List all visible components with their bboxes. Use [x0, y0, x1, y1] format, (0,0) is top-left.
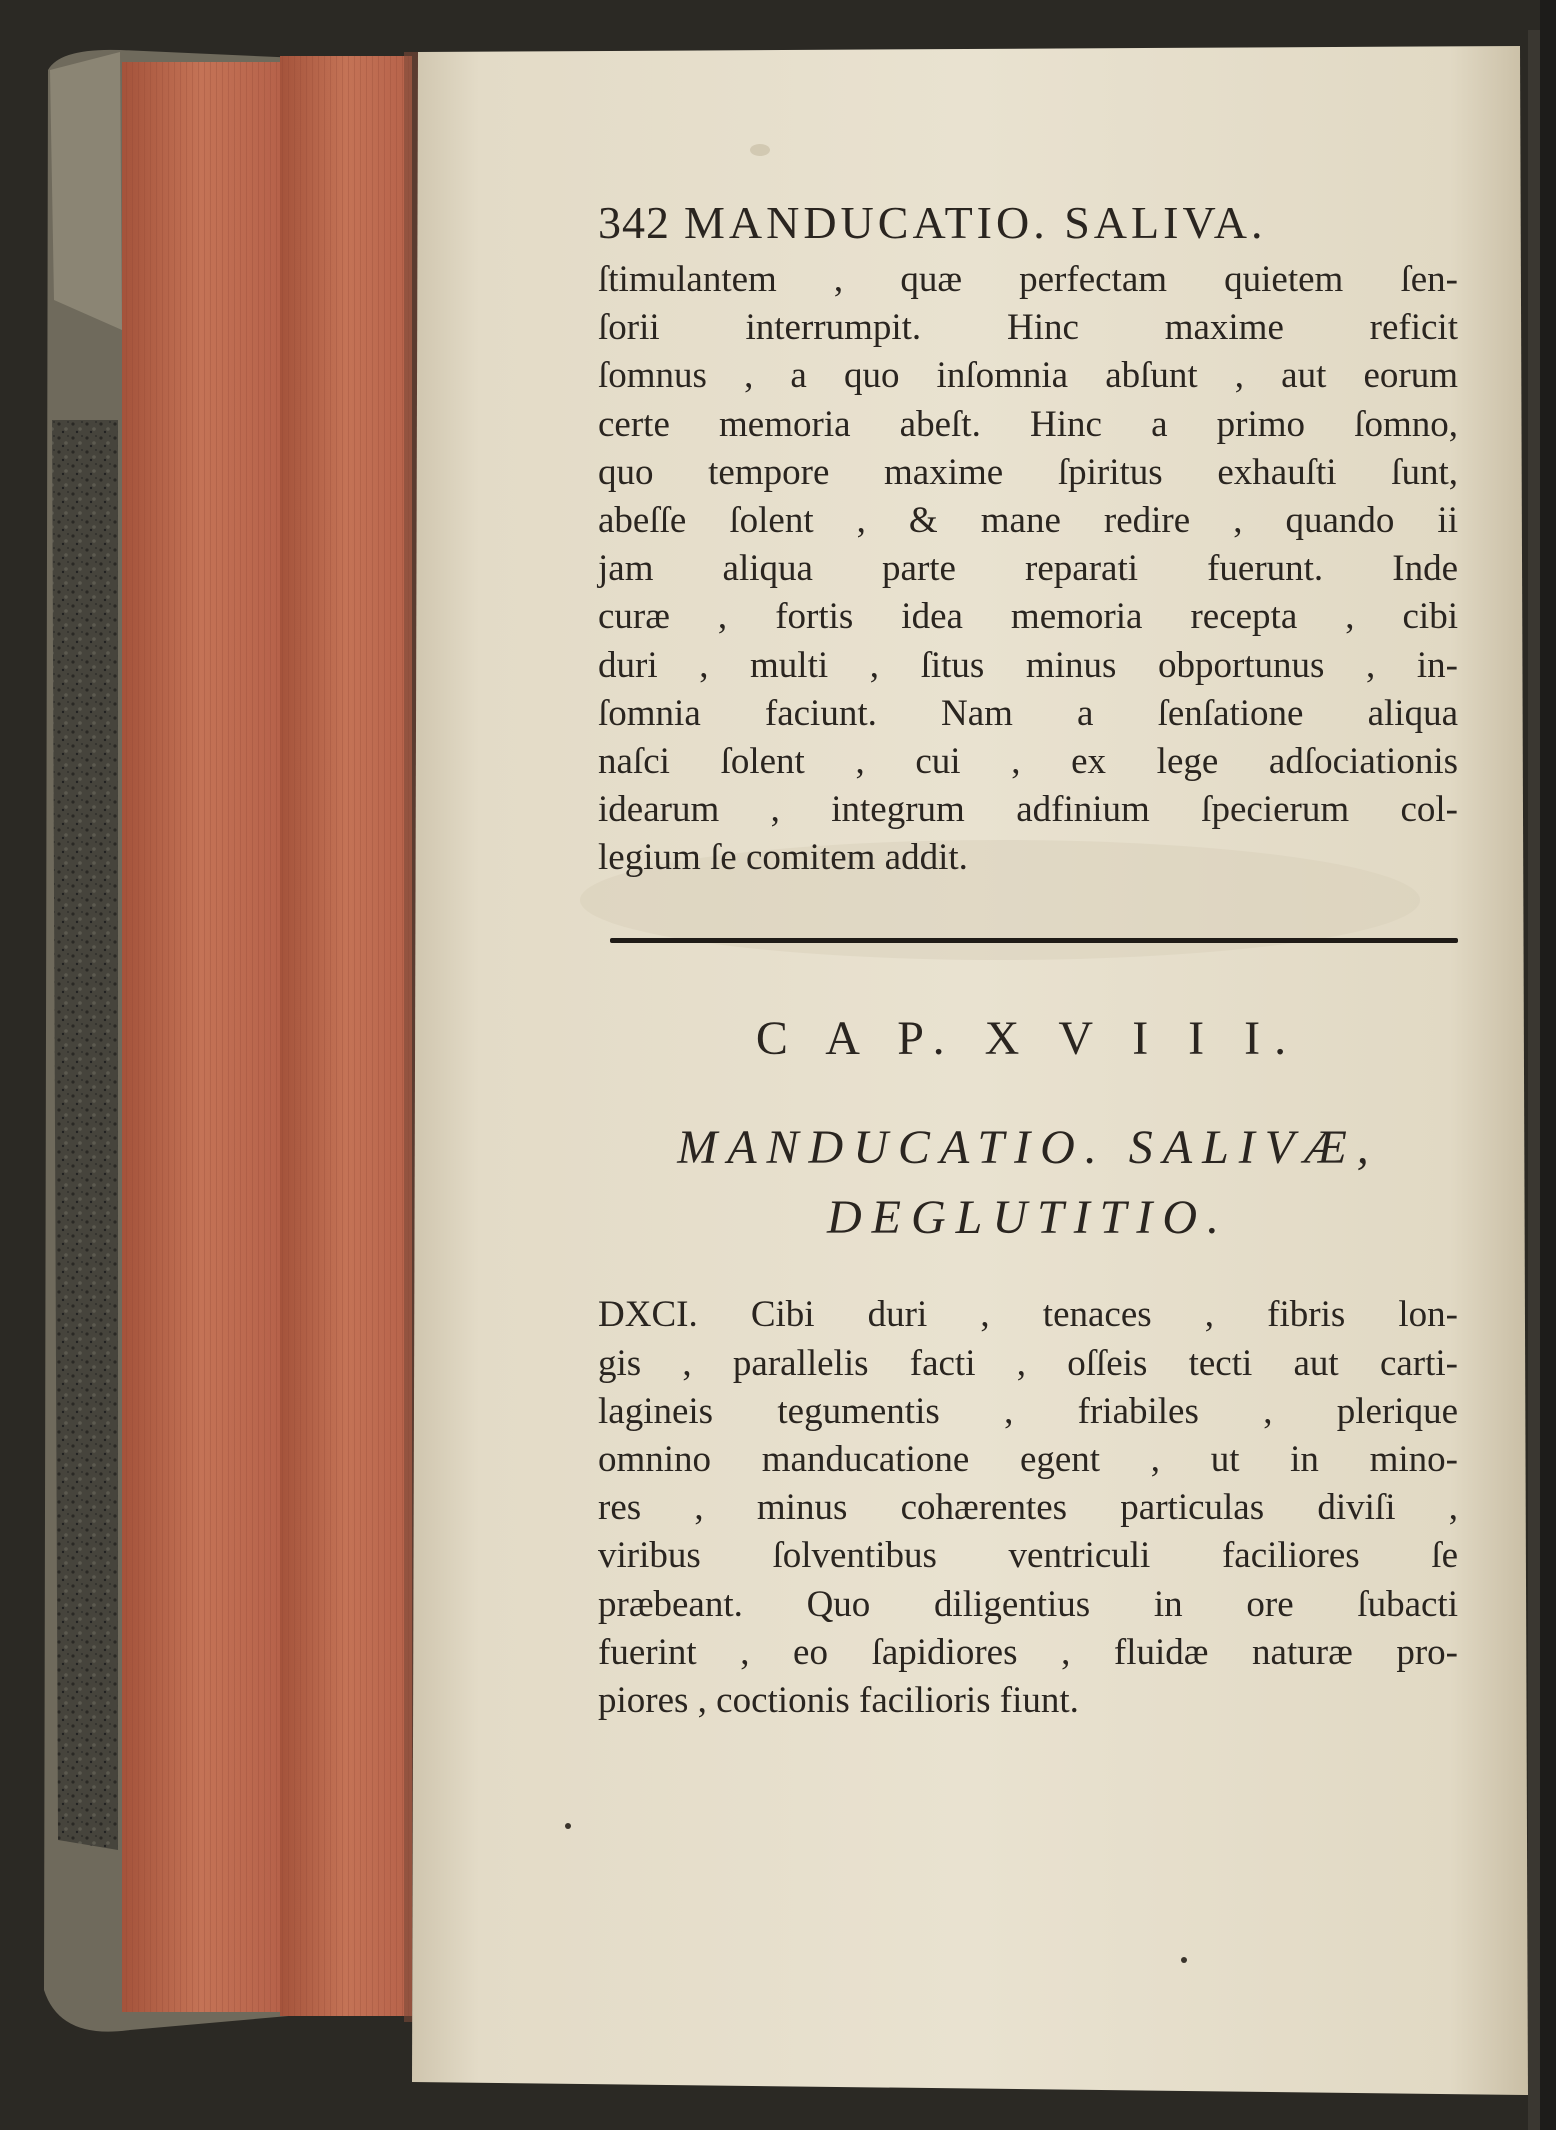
- text-line: fuerint , eo ſapidiores , fluidæ naturæ pro-: [598, 1631, 1458, 1673]
- top-text-block: [598, 256, 1458, 882]
- text-line: naſci ſolent , cui , ex lege adſociationis: [598, 740, 1458, 782]
- text-line: lagineis tegumentis , friabiles , plerique: [598, 1390, 1458, 1432]
- text-line: ſorii interrumpit. Hinc maxime reficit: [598, 307, 1458, 349]
- text-line: idearum , integrum adfinium ſpecierum col-: [598, 789, 1458, 831]
- text-line: abeſſe ſolent , & mane redire , quando ii: [598, 499, 1458, 541]
- text-line: curæ , fortis idea memoria recepta , cibi: [598, 596, 1458, 638]
- page-number: 342: [598, 197, 670, 248]
- cover-top-wear: [50, 52, 122, 330]
- running-head: [598, 192, 1458, 254]
- page-block-edge-lines-2: [280, 56, 412, 2016]
- text-line: legium ſe comitem addit.: [598, 837, 968, 879]
- text-line: jam aliqua parte reparati fuerunt. Inde: [598, 548, 1458, 590]
- text-line: duri , multi , ſitus minus obportunus , in-: [598, 644, 1458, 686]
- text-line: ſomnia faciunt. Nam a ſenſatione aliqua: [598, 692, 1458, 734]
- chapter-title-line-1: MANDUCATIO. SALIVÆ,: [677, 1121, 1379, 1175]
- cover-leather-texture: [52, 420, 118, 1850]
- foxing-spot: [750, 144, 770, 156]
- section-divider-rule: [610, 938, 1458, 943]
- text-line: omnino manducatione egent , ut in mino-: [598, 1439, 1458, 1480]
- text-line: quo tempore maxime ſpiritus exhauſti ſunt,: [598, 451, 1458, 493]
- text-line: DXCI. Cibi duri , tenaces , fibris lon-: [598, 1294, 1458, 1336]
- right-dark-strip: [1540, 0, 1556, 2130]
- text-line: ſomnus , a quo inſomnia abſunt , aut eorum: [598, 355, 1458, 397]
- text-line: gis , parallelis facti , oſſeis tecti aut carti-: [598, 1342, 1458, 1384]
- text-line: piores , coctionis facilioris fiunt.: [598, 1679, 1079, 1721]
- chapter-title-line-2: DEGLUTITIO.: [826, 1191, 1230, 1245]
- ink-speck-2: [1181, 1957, 1187, 1963]
- printed-page-text: [598, 192, 1458, 1725]
- paragraph-dxci: [598, 1291, 1458, 1725]
- ink-speck: [565, 1823, 571, 1829]
- page-block-edge-lines: [122, 62, 280, 2012]
- chapter-number: C A P. X V I I I.: [755, 1012, 1301, 1066]
- text-line: res , minus cohærentes particulas diviſi ,: [598, 1487, 1458, 1529]
- text-line: viribus ſolventibus ventriculi faciliores ſe: [598, 1535, 1458, 1577]
- text-line: ſtimulantem , quæ perfectam quietem ſen-: [598, 259, 1458, 300]
- text-line: certe memoria abeſt. Hinc a primo ſomno,: [598, 403, 1458, 445]
- running-head-title: MANDUCATIO. SALIVA.: [684, 197, 1267, 248]
- text-line: præbeant. Quo diligentius in ore ſubacti: [598, 1583, 1458, 1625]
